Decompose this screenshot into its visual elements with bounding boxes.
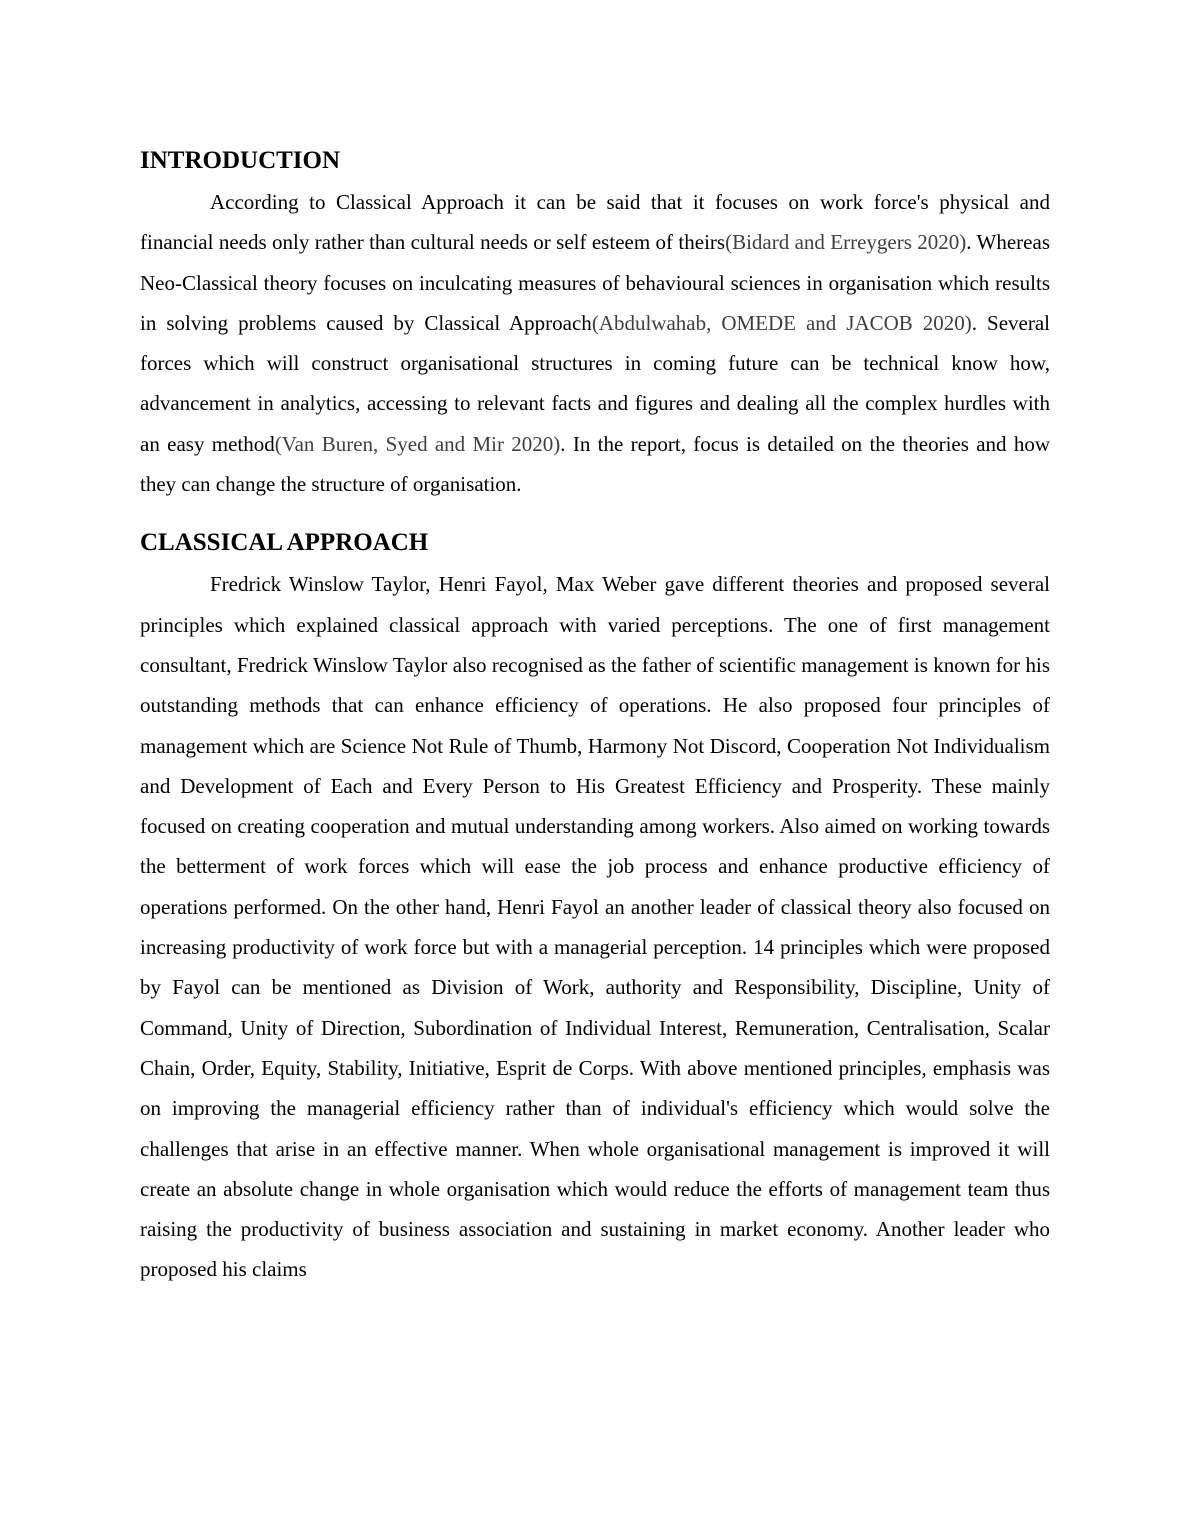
paragraph-text: . Whereas Neo-Classical theory focuses on inculcating measures of behavioural sciences in organisation which results in solving problems caused by Classical Approach <box>140 230 1050 335</box>
introduction-paragraph <box>140 182 1050 504</box>
paragraph-text: . Several forces which will construct organisational structures in coming future can be technical know how, advancement in analytics, accessing to relevant facts and figures and dealing all the complex hurdles with an easy method <box>140 310 1050 456</box>
citation-bidard-erreygers: (Bidard and Erreygers 2020) <box>725 230 967 255</box>
citation-van-buren: (Van Buren, Syed and Mir 2020) <box>274 431 561 456</box>
paragraph-text: . In the report, focus is detailed on the theories and how they can change the structure of organisation. <box>140 431 1050 497</box>
citation-abdulwahab: (Abdulwahab, OMEDE and JACOB 2020) <box>591 310 972 335</box>
heading-classical-approach: CLASSICAL APPROACH <box>140 529 429 557</box>
document-page <box>140 146 1050 1290</box>
classical-approach-paragraph <box>140 564 1050 1289</box>
heading-introduction: INTRODUCTION <box>140 147 341 174</box>
paragraph-text: According to Classical Approach it can be said that it focuses on work force's physical and financial needs only rather than cultural needs or self esteem of theirs <box>140 190 1050 255</box>
paragraph-text: Fredrick Winslow Taylor, Henri Fayol, Max Weber gave different theories and proposed several principles which explained classical approach with varied perceptions. The one of first management consultant, Fredrick Winslow Taylor also recognised as the father of scientific management is known for his outstanding methods that can enhance efficiency of operations. He also proposed four principles of management which are Science Not Rule of Thumb, Harmony Not Discord, Cooperation Not Individualism and Development of Each and Every Person to His Greatest Efficiency and Prosperity. These mainly focused on creating cooperation and mutual understanding among workers. Also aimed on working towards the betterment of work forces which will ease the job process and enhance productive efficiency of operations performed. On the other hand, Henri Fayol an another leader of classical theory also focused on increasing productivity of work force but with a managerial perception. 14 principles which were proposed by Fayol can be mentioned as Division of Work, authority and Responsibility, Discipline, Unity of Command, Unity of Direction, Subordination of Individual Interest, Remuneration, Centralisation, Scalar Chain, Order, Equity, Stability, Initiative, Esprit de Corps. With above mentioned principles, emphasis was on improving the managerial efficiency rather than of individual's efficiency which would solve the challenges that arise in an effective manner. When whole organisational management is improved it will create an absolute change in whole organisation which would reduce the efforts of management team thus raising the productivity of business association and sustaining in market economy. Another leader who proposed his claims <box>140 572 1050 1282</box>
